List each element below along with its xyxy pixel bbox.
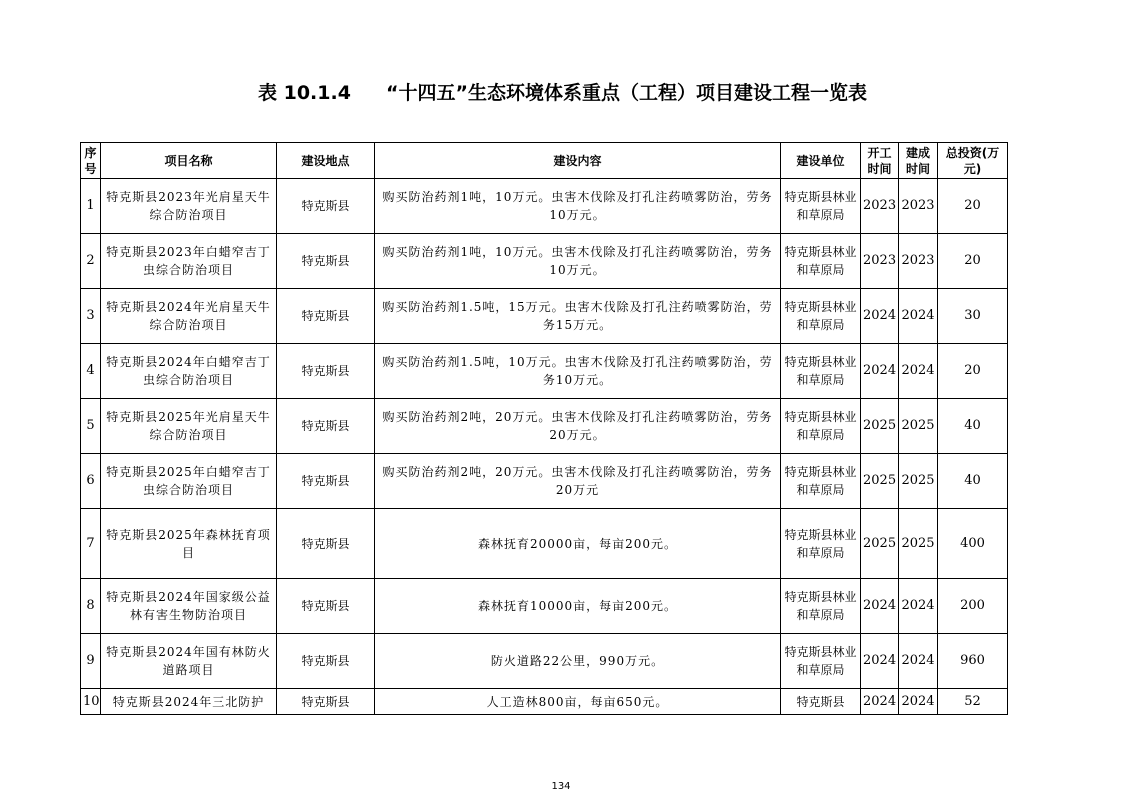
row-start: 2024 xyxy=(861,344,899,399)
header-location: 建设地点 xyxy=(277,143,375,179)
row-unit: 特克斯县林业和草原局 xyxy=(781,399,861,454)
row-name: 特克斯县2025年白蜡窄吉丁虫综合防治项目 xyxy=(101,454,277,509)
header-start: 开工时间 xyxy=(861,143,899,179)
row-unit: 特克斯县林业和草原局 xyxy=(781,454,861,509)
row-start: 2025 xyxy=(861,509,899,579)
table-row xyxy=(81,179,1008,234)
row-unit: 特克斯县林业和草原局 xyxy=(781,579,861,634)
table-row xyxy=(81,399,1008,454)
row-unit: 特克斯县林业和草原局 xyxy=(781,634,861,689)
row-unit: 特克斯县林业和草原局 xyxy=(781,509,861,579)
row-content: 购买防治药剂2吨，20万元。虫害木伐除及打孔注药喷雾防治，劳务20万元。 xyxy=(375,399,781,454)
row-location: 特克斯县 xyxy=(277,399,375,454)
table-row xyxy=(81,289,1008,344)
row-end: 2024 xyxy=(899,634,938,689)
row-investment: 52 xyxy=(938,689,1008,715)
table-row xyxy=(81,234,1008,289)
row-no: 10 xyxy=(81,689,101,715)
row-content: 人工造林800亩，每亩650元。 xyxy=(375,689,781,715)
table-title-text: “十四五”生态环境体系重点（工程）项目建设工程一览表 xyxy=(386,82,867,104)
table-row xyxy=(81,509,1008,579)
row-unit: 特克斯县林业和草原局 xyxy=(781,289,861,344)
row-content: 购买防治药剂2吨，20万元。虫害木伐除及打孔注药喷雾防治，劳务20万元 xyxy=(375,454,781,509)
row-content: 购买防治药剂1.5吨，10万元。虫害木伐除及打孔注药喷雾防治，劳务10万元。 xyxy=(375,344,781,399)
row-end: 2025 xyxy=(899,454,938,509)
row-investment: 960 xyxy=(938,634,1008,689)
row-no: 1 xyxy=(81,179,101,234)
header-content: 建设内容 xyxy=(375,143,781,179)
row-no: 9 xyxy=(81,634,101,689)
header-unit: 建设单位 xyxy=(781,143,861,179)
row-end: 2023 xyxy=(899,179,938,234)
row-name: 特克斯县2024年国有林防火道路项目 xyxy=(101,634,277,689)
row-name: 特克斯县2024年光肩星天牛综合防治项目 xyxy=(101,289,277,344)
header-investment: 总投资(万元) xyxy=(938,143,1008,179)
table-code: 表 10.1.4 xyxy=(258,82,351,104)
row-no: 5 xyxy=(81,399,101,454)
row-location: 特克斯县 xyxy=(277,289,375,344)
row-investment: 40 xyxy=(938,454,1008,509)
row-no: 8 xyxy=(81,579,101,634)
row-start: 2024 xyxy=(861,689,899,715)
row-end: 2024 xyxy=(899,579,938,634)
row-investment: 200 xyxy=(938,579,1008,634)
row-name: 特克斯县2024年三北防护 xyxy=(101,689,277,715)
row-name: 特克斯县2024年国家级公益林有害生物防治项目 xyxy=(101,579,277,634)
row-investment: 20 xyxy=(938,179,1008,234)
row-content: 购买防治药剂1吨，10万元。虫害木伐除及打孔注药喷雾防治，劳务10万元。 xyxy=(375,179,781,234)
row-start: 2023 xyxy=(861,179,899,234)
row-investment: 20 xyxy=(938,234,1008,289)
row-location: 特克斯县 xyxy=(277,634,375,689)
row-investment: 400 xyxy=(938,509,1008,579)
row-end: 2024 xyxy=(899,344,938,399)
header-end: 建成时间 xyxy=(899,143,938,179)
row-investment: 40 xyxy=(938,399,1008,454)
table-row xyxy=(81,344,1008,399)
row-name: 特克斯县2023年光肩星天牛综合防治项目 xyxy=(101,179,277,234)
row-no: 2 xyxy=(81,234,101,289)
row-location: 特克斯县 xyxy=(277,179,375,234)
row-investment: 30 xyxy=(938,289,1008,344)
row-end: 2024 xyxy=(899,289,938,344)
row-name: 特克斯县2024年白蜡窄吉丁虫综合防治项目 xyxy=(101,344,277,399)
row-start: 2025 xyxy=(861,454,899,509)
table-row xyxy=(81,454,1008,509)
header-no: 序号 xyxy=(81,143,101,179)
header-row xyxy=(81,143,1008,179)
row-name: 特克斯县2025年光肩星天牛综合防治项目 xyxy=(101,399,277,454)
row-location: 特克斯县 xyxy=(277,579,375,634)
page-number: 134 xyxy=(551,781,571,792)
row-location: 特克斯县 xyxy=(277,689,375,715)
row-end: 2024 xyxy=(899,689,938,715)
row-content: 森林抚育10000亩，每亩200元。 xyxy=(375,579,781,634)
project-table xyxy=(80,142,1008,715)
table-row xyxy=(81,689,1008,715)
row-content: 森林抚育20000亩，每亩200元。 xyxy=(375,509,781,579)
row-start: 2025 xyxy=(861,399,899,454)
row-content: 购买防治药剂1.5吨，15万元。虫害木伐除及打孔注药喷雾防治，劳务15万元。 xyxy=(375,289,781,344)
row-location: 特克斯县 xyxy=(277,454,375,509)
row-unit: 特克斯县林业和草原局 xyxy=(781,179,861,234)
row-end: 2025 xyxy=(899,509,938,579)
row-investment: 20 xyxy=(938,344,1008,399)
row-unit: 特克斯县林业和草原局 xyxy=(781,234,861,289)
row-no: 7 xyxy=(81,509,101,579)
row-content: 防火道路22公里，990万元。 xyxy=(375,634,781,689)
row-end: 2023 xyxy=(899,234,938,289)
table-row xyxy=(81,634,1008,689)
row-location: 特克斯县 xyxy=(277,234,375,289)
row-no: 6 xyxy=(81,454,101,509)
row-unit: 特克斯县林业和草原局 xyxy=(781,344,861,399)
row-name: 特克斯县2023年白蜡窄吉丁虫综合防治项目 xyxy=(101,234,277,289)
row-end: 2025 xyxy=(899,399,938,454)
row-start: 2023 xyxy=(861,234,899,289)
row-start: 2024 xyxy=(861,579,899,634)
row-name: 特克斯县2025年森林抚育项目 xyxy=(101,509,277,579)
row-no: 4 xyxy=(81,344,101,399)
table-row xyxy=(81,579,1008,634)
row-content: 购买防治药剂1吨，10万元。虫害木伐除及打孔注药喷雾防治，劳务10万元。 xyxy=(375,234,781,289)
row-no: 3 xyxy=(81,289,101,344)
row-location: 特克斯县 xyxy=(277,509,375,579)
row-unit: 特克斯县 xyxy=(781,689,861,715)
row-location: 特克斯县 xyxy=(277,344,375,399)
header-name: 项目名称 xyxy=(101,143,277,179)
row-start: 2024 xyxy=(861,634,899,689)
row-start: 2024 xyxy=(861,289,899,344)
